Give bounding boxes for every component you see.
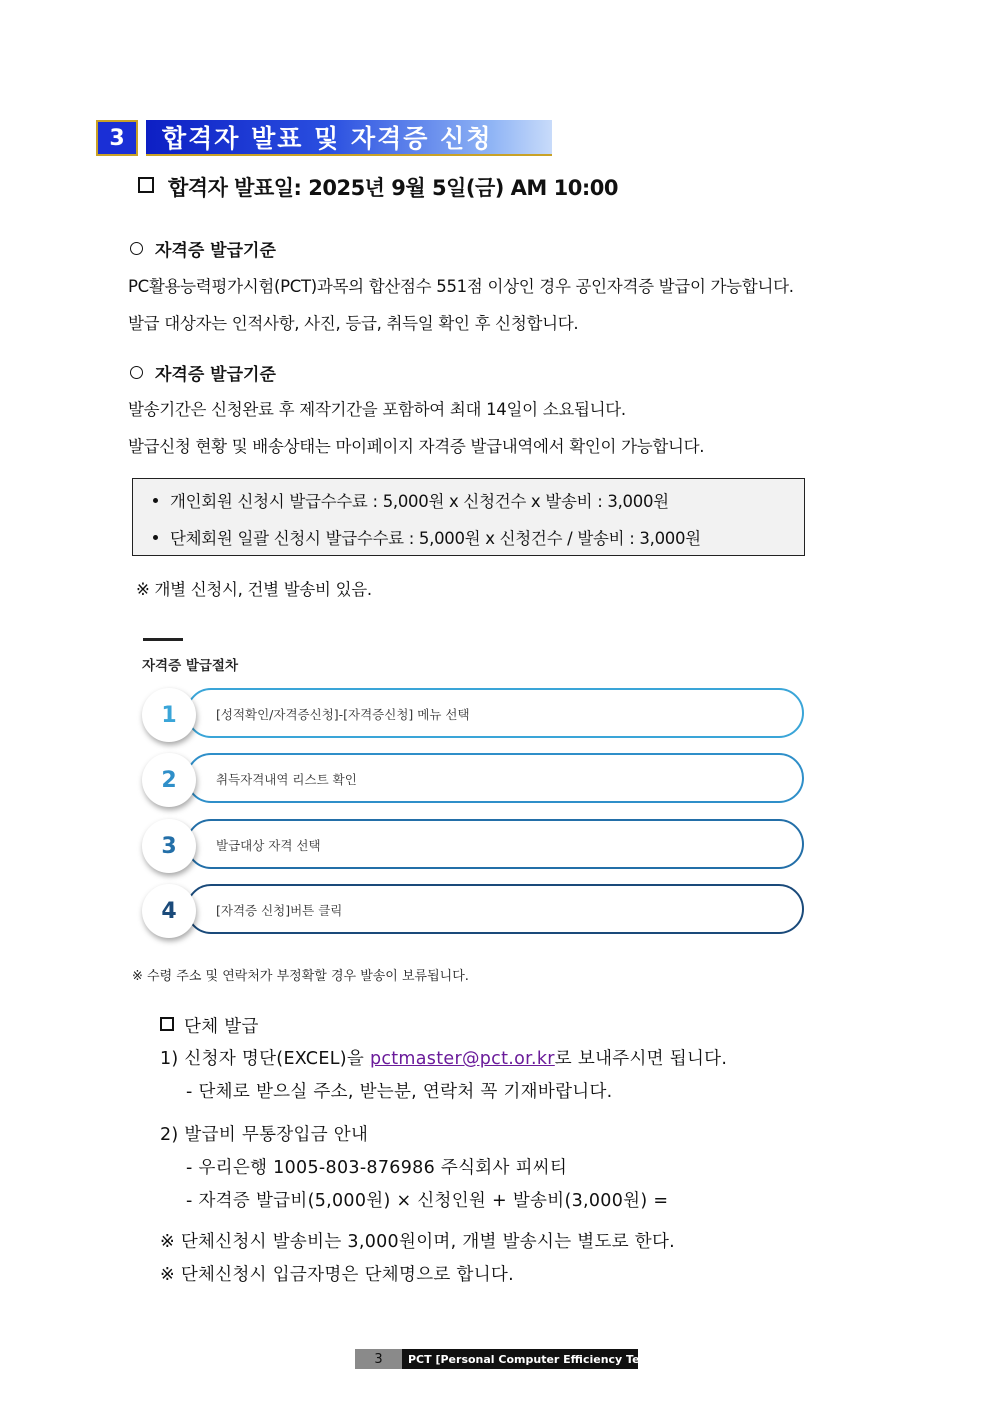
bullet-icon bbox=[153, 535, 158, 540]
step-number: 1 bbox=[142, 688, 196, 742]
criteria-line: 발급 대상자는 인적사항, 사진, 등급, 취득일 확인 후 신청합니다. bbox=[128, 314, 579, 333]
criteria-heading-text: 자격증 발급기준 bbox=[155, 241, 276, 261]
criteria-line: 발송기간은 신청완료 후 제작기간을 포함하여 최대 14일이 소요됩니다. bbox=[128, 400, 626, 419]
footer-title: PCT [Personal Computer Efficiency Test] bbox=[402, 1349, 638, 1369]
fee-line bbox=[153, 488, 669, 512]
criteria-heading-text: 자격증 발급기준 bbox=[155, 365, 276, 385]
circle-bullet-icon bbox=[130, 366, 143, 379]
group-item-text: 1) 신청자 명단(EXCEL)을 bbox=[160, 1049, 370, 1069]
bullet-icon bbox=[153, 498, 158, 503]
footer-page-number: 3 bbox=[355, 1349, 402, 1369]
group-note-1: ※ 단체신청시 발송비는 3,000원이며, 개별 발송시는 별도로 한다. bbox=[160, 1232, 676, 1252]
criteria-line: 발급신청 현황 및 배송상태는 마이페이지 자격증 발급내역에서 확인이 가능합니다. bbox=[128, 437, 705, 456]
email-link[interactable]: pctmaster@pct.or.kr bbox=[369, 1049, 555, 1069]
group-item-1 bbox=[160, 1045, 727, 1070]
step-label: [자격증 신청]버튼 클릭 bbox=[216, 903, 343, 918]
procedure-title: 자격증 발급절차 bbox=[142, 658, 238, 674]
circle-bullet-icon bbox=[130, 242, 143, 255]
procedure-step-2 bbox=[142, 753, 804, 807]
procedure-step-1 bbox=[142, 688, 804, 742]
step-label: 발급대상 자격 선택 bbox=[216, 838, 321, 853]
fee-line bbox=[153, 525, 701, 549]
criteria-line: PC활용능력평가시험(PCT)과목의 합산점수 551점 이상인 경우 공인자격증 발급이 가능합니다. bbox=[128, 277, 794, 296]
section-number: 3 bbox=[96, 120, 138, 156]
checkbox-icon bbox=[160, 1017, 174, 1031]
fee-box bbox=[132, 478, 805, 556]
group-heading-text: 단체 발급 bbox=[184, 1017, 259, 1037]
group-heading bbox=[160, 1013, 259, 1038]
checkbox-icon bbox=[138, 177, 154, 193]
procedure-divider bbox=[143, 638, 183, 641]
announcement-text: 합격자 발표일: 2025년 9월 5일(금) AM 10:00 bbox=[168, 176, 618, 200]
individual-note: ※ 개별 신청시, 건별 발송비 있음. bbox=[136, 580, 372, 599]
procedure-step-3 bbox=[142, 819, 804, 873]
group-note-2: ※ 단체신청시 입금자명은 단체명으로 합니다. bbox=[160, 1265, 514, 1285]
step-number: 4 bbox=[142, 884, 196, 938]
group-item-2-bank: - 우리은행 1005-803-876986 주식회사 피씨티 bbox=[186, 1158, 568, 1178]
criteria-heading-2 bbox=[130, 360, 276, 385]
section-title: 합격자 발표 및 자격증 신청 bbox=[146, 120, 552, 156]
step-label: [성적확인/자격증신청]-[자격증신청] 메뉴 선택 bbox=[216, 707, 470, 722]
group-item-1-sub: - 단체로 받으실 주소, 받는분, 연락처 꼭 기재바랍니다. bbox=[186, 1082, 613, 1102]
fee-text: 단체회원 일괄 신청시 발급수수료 : 5,000원 x 신청건수 / 발송비 : 3,000원 bbox=[170, 529, 701, 548]
group-item-text: 로 보내주시면 됩니다. bbox=[554, 1049, 728, 1069]
procedure-note: ※ 수령 주소 및 연락처가 부정확할 경우 발송이 보류됩니다. bbox=[132, 969, 469, 984]
criteria-heading-1 bbox=[130, 236, 276, 261]
fee-text: 개인회원 신청시 발급수수료 : 5,000원 x 신청건수 x 발송비 : 3,000원 bbox=[170, 492, 669, 511]
procedure-step-4 bbox=[142, 884, 804, 938]
step-number: 2 bbox=[142, 753, 196, 807]
announcement-date bbox=[138, 172, 618, 202]
step-label: 취득자격내역 리스트 확인 bbox=[216, 772, 357, 787]
group-item-2: 2) 발급비 무통장입금 안내 bbox=[160, 1125, 369, 1145]
step-number: 3 bbox=[142, 819, 196, 873]
group-item-2-calc: - 자격증 발급비(5,000원) × 신청인원 + 발송비(3,000원) = bbox=[186, 1191, 669, 1211]
